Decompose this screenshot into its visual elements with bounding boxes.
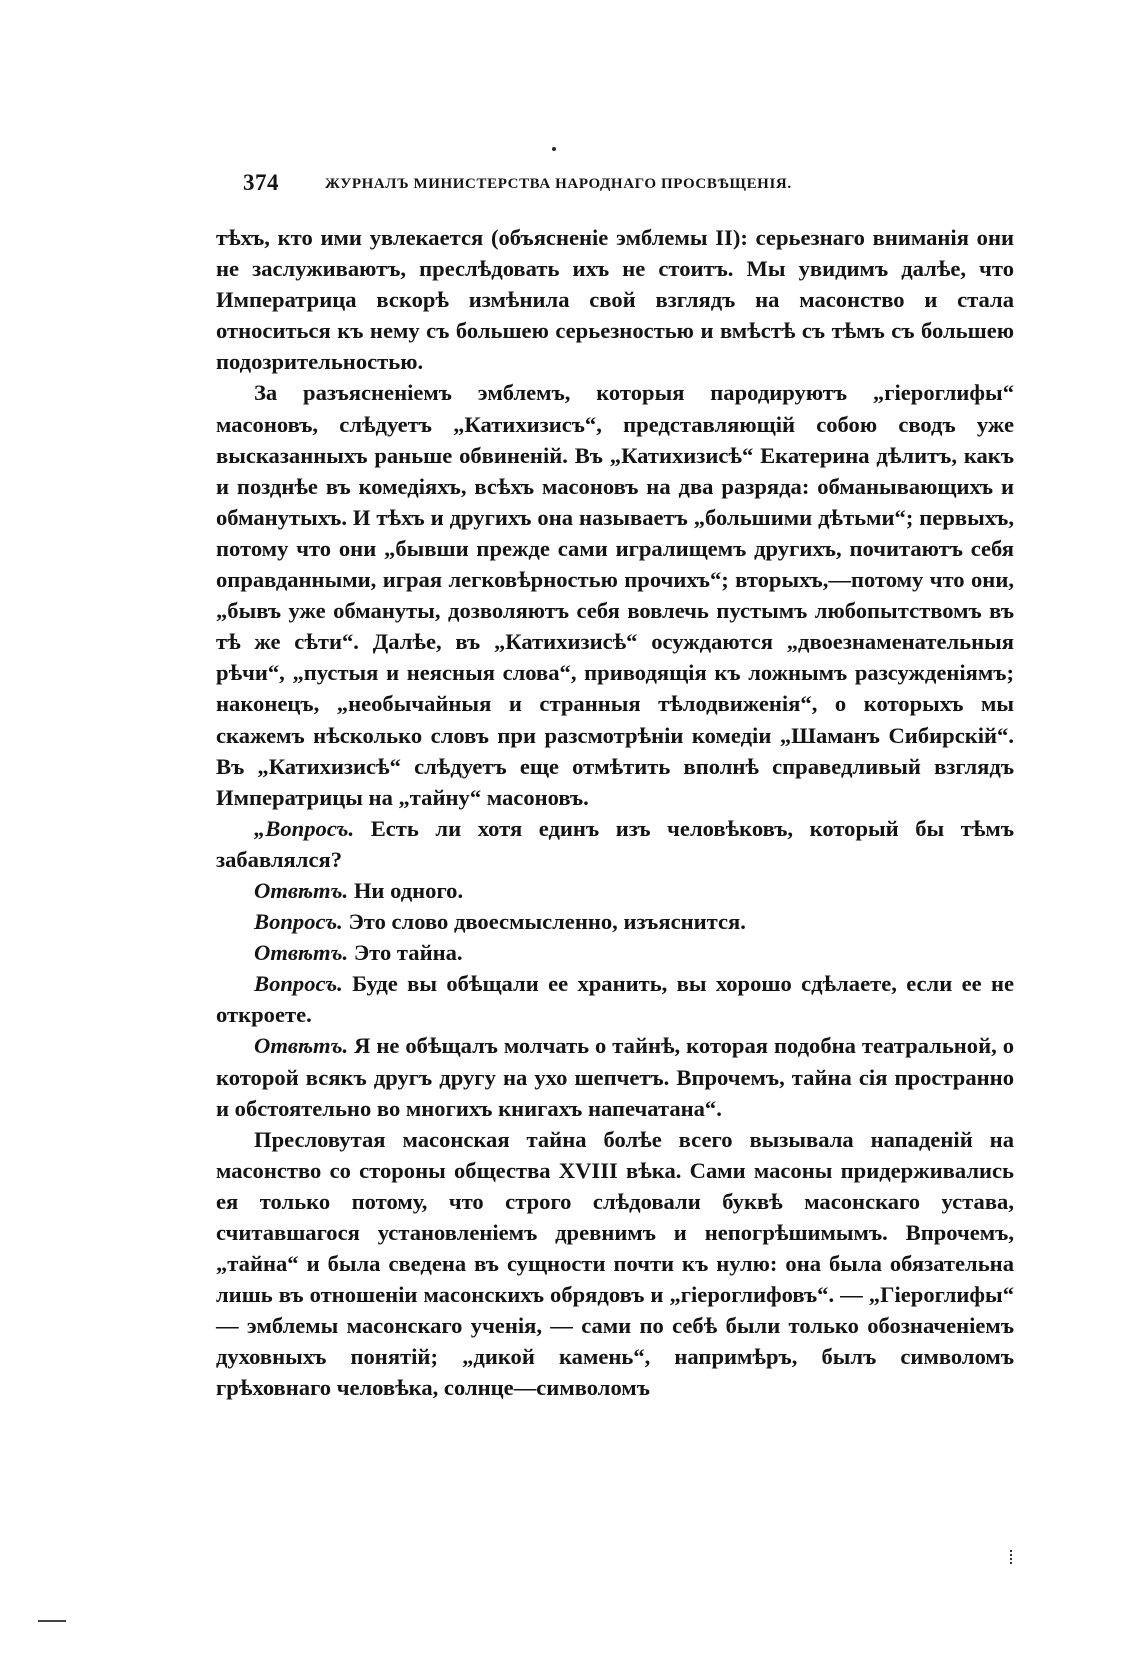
dialog-line-6 bbox=[216, 1030, 1014, 1123]
paragraph-2: За разъясненіемъ эмблемъ, которыя пародируютъ „гіероглифы“ масоновъ, слѣдуетъ „Катихизисъ“, представляющій собою сводъ уже высказанныхъ раньше обвиненій. Въ „Катихизисѣ“ Екатерина дѣлитъ, какъ и позднѣе въ комедіяхъ, всѣхъ масоновъ на два разряда: обманывающихъ и обманутыхъ. И тѣхъ и другихъ она называетъ „большими дѣтьми“; первыхъ, потому что они „бывши прежде сами игралищемъ другихъ, почитаютъ себя оправданными, играя легковѣрностью прочихъ“; вторыхъ,—потому что они, „бывъ уже обмануты, дозволяютъ себя вовлечь пустымъ любопытствомъ въ тѣ же сѣти“. Далѣе, въ „Катихизисѣ“ осуждаются „двоезнаменательныя рѣчи“, „пустыя и неясныя слова“, приводящія къ ложнымъ разсужденіямъ; наконецъ, „необычайныя и странныя тѣлодвиженія“, о которыхъ мы скажемъ нѣсколько словъ при разсмотрѣніи комедіи „Шаманъ Сибирскій“. Въ „Катихизисѣ“ слѣдуетъ еще отмѣтить вполнѣ справедливый взглядъ Императрицы на „тайну“ масоновъ. bbox=[216, 380, 1014, 810]
speaker-label: Отвѣтъ. bbox=[254, 877, 349, 903]
body-text bbox=[216, 222, 1014, 1404]
speaker-label: Вопросъ. bbox=[254, 909, 343, 935]
dialog-line-1 bbox=[216, 813, 1014, 875]
dialog-line-5 bbox=[216, 968, 1014, 1030]
page-header bbox=[243, 170, 933, 200]
speaker-label: Вопросъ. bbox=[254, 971, 343, 997]
page-number: 374 bbox=[243, 170, 279, 195]
speaker-label: Отвѣтъ. bbox=[254, 1033, 349, 1059]
paragraph-1: тѣхъ, кто ими увлекается (объясненіе эмблемы II): серьезнаго вниманія они не заслуживаютъ, преслѣдовать ихъ не стоитъ. Мы увидимъ далѣе, что Императрица вскорѣ измѣнила свой взглядъ на масонство и стала относиться къ нему съ большею серьезностью и вмѣстѣ съ тѣмъ съ большею подозрительностью. bbox=[216, 225, 1014, 375]
speaker-label: „Вопросъ. bbox=[254, 815, 355, 841]
dialog-line-3 bbox=[216, 906, 1014, 937]
running-title: ЖУРНАЛЪ МИНИСТЕРСТВА НАРОДНАГО ПРОСВѢЩЕНІЯ. bbox=[325, 176, 792, 192]
dialog-text: Я не обѣщалъ молчать о тайнѣ, которая подобна театральной, о которой всякъ другъ другу на ухо шепчетъ. Впрочемъ, тайна сія пространно и обстоятельно во многихъ книгахъ напечатана“. bbox=[216, 1033, 1014, 1121]
dialog-text: Это тайна. bbox=[348, 940, 463, 966]
margin-mark bbox=[1010, 1550, 1015, 1564]
dialog-text: Ни одного. bbox=[348, 877, 464, 903]
dialog-text: Это слово двоесмысленно, изъяснится. bbox=[342, 909, 746, 935]
paragraph-3: Пресловутая масонская тайна болѣе всего вызывала нападеній на масонство со стороны общества XVIII вѣка. Сами масоны придерживались ея только потому, что строго слѣдовали буквѣ масонскаго устава, считавшагося установленіемъ древнимъ и непогрѣшимымъ. Впрочемъ, „тайна“ и была сведена въ сущности почти къ нулю: она была обязательна лишь въ отношеніи масонскихъ обрядовъ и „гіероглифовъ“. — „Гіероглифы“ — эмблемы масонскаго ученія, — сами по себѣ были только обозначеніемъ духовныхъ понятій; „дикой камень“, напримѣръ, былъ символомъ грѣховнаго человѣка, солнце—символомъ bbox=[216, 1126, 1014, 1401]
dialog-text: Есть ли хотя единъ изъ человѣковъ, который бы тѣмъ забавлялся? bbox=[216, 815, 1014, 872]
footer-rule bbox=[38, 1620, 66, 1622]
dialog-line-4 bbox=[216, 937, 1014, 968]
dialog-text: Буде вы обѣщали ее хранить, вы хорошо сдѣлаете, если ее не откроете. bbox=[216, 971, 1014, 1028]
speaker-label: Отвѣтъ. bbox=[254, 940, 349, 966]
dialog-line-2 bbox=[216, 875, 1014, 906]
print-speck bbox=[552, 147, 556, 151]
